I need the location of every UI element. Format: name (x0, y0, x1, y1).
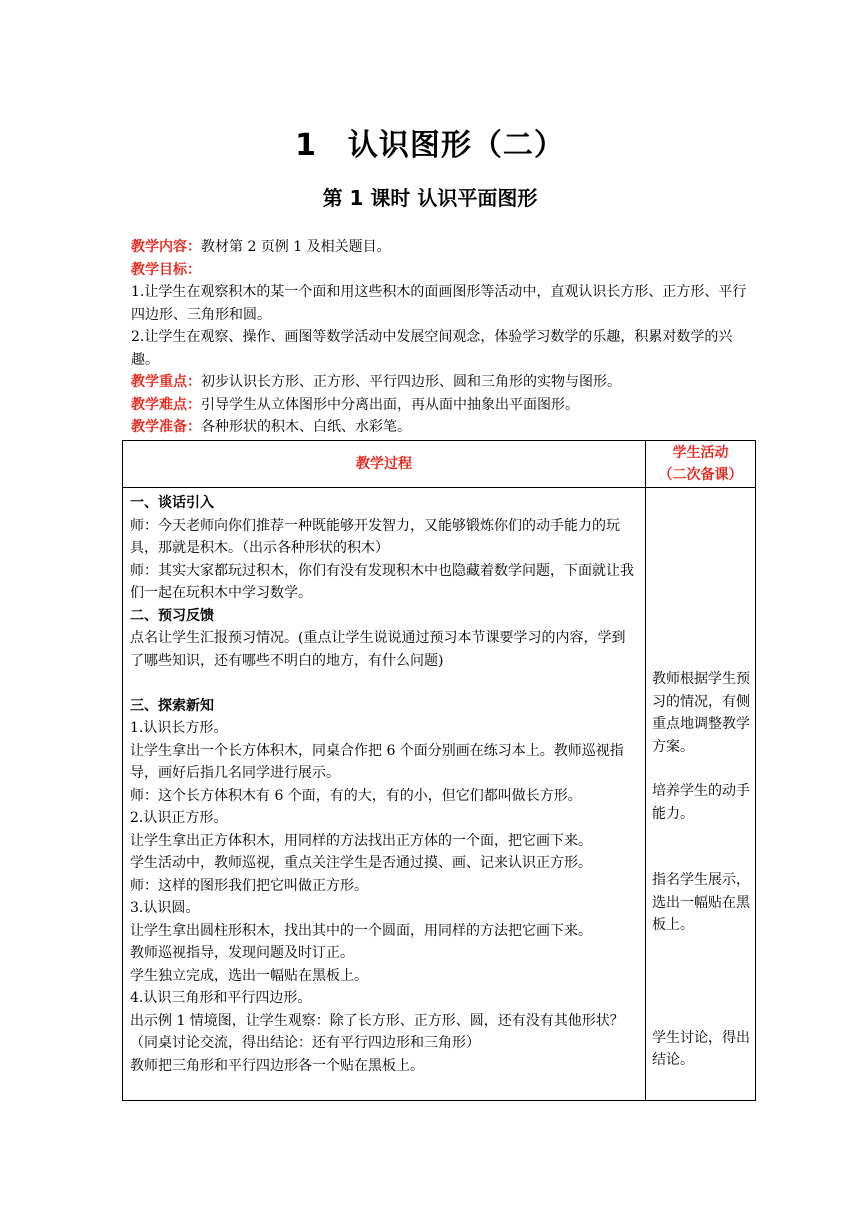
difficulty-label: 教学难点： (131, 396, 201, 413)
section-1-para: 师：今天老师向你们推荐一种既能够开发智力，又能够锻炼你们的动手能力的玩具，那就是积木。（出示各种形状的积木） (130, 517, 620, 556)
goal-2: 2.让学生在观察、操作、画图等数学活动中发展空间观念，体验学习数学的乐趣，积累对数学的兴趣。 (131, 329, 733, 368)
spacer (652, 825, 751, 869)
lesson-subtitle: 第 1 课时 认识平面图形 (322, 186, 538, 210)
spacer (652, 758, 751, 780)
activity-note: 教师根据学生预习的情况，有侧重点地调整教学方案。 (652, 671, 750, 755)
subsection-para: 学生活动中，教师巡视，重点关注学生是否通过摸、画、记来认识正方形。 (130, 855, 592, 871)
subsection-para: 教师把三角形和平行四边形各一个贴在黑板上。 (130, 1057, 424, 1074)
process-cell (123, 488, 646, 1101)
goals-line (131, 259, 751, 282)
table-body-row (123, 488, 756, 1101)
subsection-para: 让学生拿出圆柱形积木，找出其中的一个圆面，用同样的方法把它画下来。 (130, 922, 592, 939)
page-title: 1 认识图形（二） (295, 128, 565, 163)
section-2-para: 点名让学生汇报预习情况。(重点让学生说说通过预习本节课要学习的内容，学到了哪些知识，还有哪些不明白的地方，有什么问题) (130, 630, 626, 669)
key-point-label: 教学重点： (131, 374, 201, 390)
content-text: 教材第 2 页例 1 及相关题目。 (201, 239, 391, 255)
subsection-title: 2.认识正方形。 (130, 810, 228, 826)
lesson-table (122, 440, 756, 1101)
subsection-para: 师：这样的图形我们把它叫做正方形。 (130, 877, 368, 894)
spacer (652, 937, 751, 1027)
key-point-line (131, 371, 751, 394)
subsection-para: 让学生拿出一个长方体积木，同桌合作把 6 个面分别画在练习本上。教师巡视指导，画好后指几名同学进行展示。 (130, 742, 624, 781)
subsection-para: 学生独立完成，选出一幅贴在黑板上。 (130, 967, 368, 984)
subsection-para: 师：这个长方体积木有 6 个面，有的大，有的小，但它们都叫做长方形。 (130, 787, 582, 804)
subsection-title: 4.认识三角形和平行四边形。 (130, 990, 312, 1006)
section-1-title: 一、谈话引入 (130, 495, 214, 511)
subsection-title: 1.认识长方形。 (130, 720, 228, 736)
subsection-title: 3.认识圆。 (130, 900, 200, 916)
preparation-line (131, 416, 751, 439)
subsection-para: （同桌讨论交流，得出结论：还有平行四边形和三角形） (130, 1035, 480, 1051)
student-activity-cell (646, 488, 756, 1101)
section-1-para: 师：其实大家都玩过积木，你们有没有发现积木中也隐藏着数学问题，下面就让我们一起在玩积木中学习数学。 (130, 562, 634, 601)
difficulty-text: 引导学生从立体图形中分离出面，再从面中抽象出平面图形。 (201, 396, 579, 413)
subsection-para: 出示例 1 情境图，让学生观察：除了长方形、正方形、圆，还有没有其他形状？ (130, 1012, 624, 1029)
preparation-text: 各种形状的积木、白纸、水彩笔。 (201, 419, 411, 435)
spacer (130, 672, 639, 695)
lesson-intro (131, 236, 751, 439)
header-student-activity (646, 441, 756, 488)
activity-note: 指名学生展示，选出一幅贴在黑板上。 (652, 872, 750, 933)
header-process-label: 教学过程 (356, 455, 412, 472)
activity-note: 培养学生的动手能力。 (652, 783, 750, 822)
content-line (131, 236, 751, 259)
subsection-para: 教师巡视指导，发现问题及时订正。 (130, 945, 354, 961)
goal-1: 1.让学生在观察积木的某一个面和用这些积木的面画图形等活动中，直观认识长方形、正方形、平行四边形、三角形和圆。 (131, 284, 747, 323)
subsection-para: 让学生拿出正方体积木，用同样的方法找出正方体的一个面，把它画下来。 (130, 832, 592, 849)
key-point-text: 初步认识长方形、正方形、平行四边形、圆和三角形的实物与图形。 (201, 374, 621, 390)
section-2-title: 二、预习反馈 (130, 607, 214, 624)
content-label: 教学内容： (131, 239, 201, 255)
section-3-title: 三、探索新知 (130, 697, 214, 714)
header-second-prep-label: （二次备课） (658, 467, 743, 483)
goals-label: 教学目标： (131, 261, 201, 278)
spacer (652, 488, 751, 668)
difficulty-line (131, 394, 751, 417)
header-process (123, 441, 646, 488)
activity-note: 学生讨论，得出结论。 (652, 1029, 750, 1068)
table-header-row (123, 441, 756, 488)
preparation-label: 教学准备： (131, 419, 201, 435)
header-student-activity-label: 学生活动 (672, 445, 729, 461)
